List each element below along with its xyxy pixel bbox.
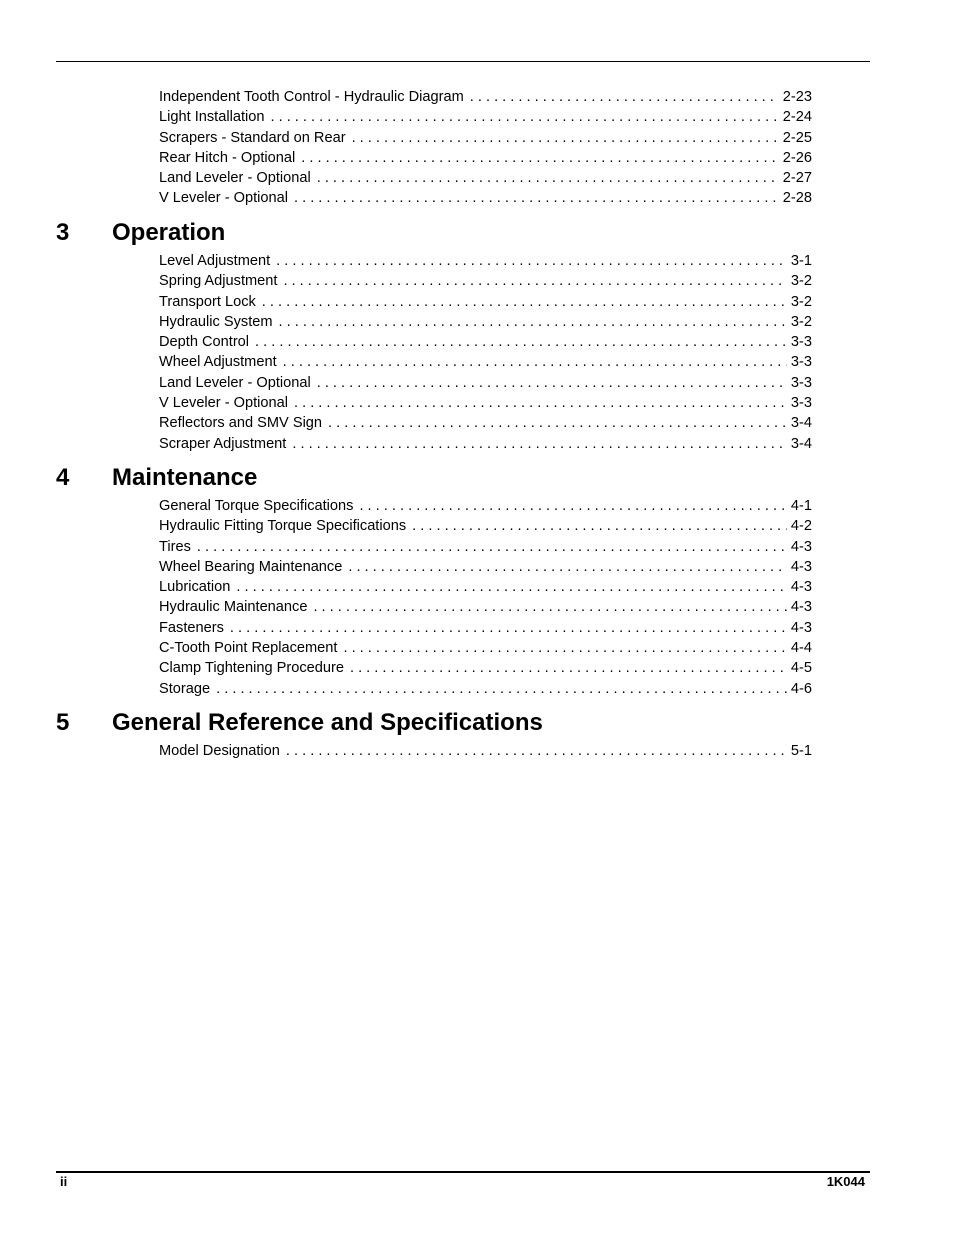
toc-entry-page: 3-2 <box>790 313 812 330</box>
dot-leader <box>276 251 787 271</box>
chapter-number: 3 <box>56 219 70 246</box>
dot-leader <box>286 741 787 761</box>
toc-entry-title: Hydraulic Maintenance <box>159 599 308 616</box>
dot-leader <box>279 312 787 332</box>
toc-section-operation <box>159 251 812 454</box>
toc-entry-page: 3-2 <box>790 293 812 310</box>
dot-leader <box>343 638 786 658</box>
dot-leader <box>292 434 787 454</box>
toc-entry-page: 3-4 <box>790 415 812 432</box>
toc-entry-page: 4-3 <box>790 558 812 575</box>
toc-entry-page: 4-2 <box>790 518 812 535</box>
toc-entry-page: 3-3 <box>790 374 812 391</box>
toc-entry[interactable] <box>159 638 812 658</box>
toc-entry[interactable] <box>159 312 812 332</box>
toc-entry-page: 2-23 <box>782 89 812 105</box>
dot-leader <box>283 352 787 372</box>
toc-entry[interactable] <box>159 496 812 516</box>
toc-entry-title: Spring Adjustment <box>159 273 278 290</box>
toc-entry[interactable] <box>159 292 812 312</box>
toc-entry-title: Reflectors and SMV Sign <box>159 415 323 432</box>
toc-entry-title: V Leveler - Optional <box>159 190 288 207</box>
dot-leader <box>230 618 787 638</box>
toc-entry-title: Independent Tooth Control - Hydraulic Diagram <box>159 89 464 105</box>
footer-page-number: ii <box>60 1174 68 1189</box>
dot-leader <box>197 537 787 557</box>
toc-entry-page: 3-3 <box>790 334 812 351</box>
toc-entry-title: Lubrication <box>159 579 231 596</box>
dot-leader <box>270 107 778 127</box>
toc-entry-page: 4-4 <box>790 640 812 657</box>
dot-leader <box>262 292 787 312</box>
toc-entry-title: Wheel Adjustment <box>159 354 277 371</box>
toc-entry-title: Scrapers - Standard on Rear <box>159 129 346 146</box>
dot-leader <box>313 597 786 617</box>
toc-entry-title: C-Tooth Point Replacement <box>159 640 338 657</box>
toc-entry-page: 4-6 <box>790 680 812 697</box>
toc-entry[interactable] <box>159 373 812 393</box>
dot-leader <box>352 128 779 148</box>
toc-section-general-reference <box>159 741 812 761</box>
dot-leader <box>470 87 779 107</box>
toc-entry[interactable] <box>159 271 812 291</box>
toc-entry-title: Rear Hitch - Optional <box>159 149 296 166</box>
toc-section-maintenance <box>159 496 812 699</box>
toc-entry[interactable] <box>159 577 812 597</box>
toc-entry-title: Fasteners <box>159 619 224 636</box>
toc-entry[interactable] <box>159 128 812 148</box>
toc-entry[interactable] <box>159 107 812 127</box>
toc-entry-page: 2-25 <box>782 129 812 146</box>
dot-leader <box>317 168 779 188</box>
toc-entry-page: 4-3 <box>790 538 812 555</box>
toc-entry-title: Tires <box>159 538 191 555</box>
toc-entry-page: 3-4 <box>790 435 812 452</box>
toc-entry-page: 2-28 <box>782 190 812 207</box>
dot-leader <box>317 373 787 393</box>
dot-leader <box>216 679 787 699</box>
toc-section-continued <box>159 87 812 209</box>
toc-entry[interactable] <box>159 658 812 678</box>
toc-entry-page: 2-26 <box>782 149 812 166</box>
header-rule <box>56 61 870 62</box>
toc-entry-page: 2-24 <box>782 109 812 126</box>
chapter-title: Maintenance <box>112 464 258 491</box>
dot-leader <box>283 271 786 291</box>
toc-entry-page: 4-3 <box>790 619 812 636</box>
toc-entry-page: 3-3 <box>790 354 812 371</box>
chapter-heading-maintenance[interactable] <box>56 463 856 493</box>
toc-entry-page: 3-1 <box>790 253 812 269</box>
toc-entry-title: Land Leveler - Optional <box>159 374 311 391</box>
toc-entry[interactable] <box>159 537 812 557</box>
toc-entry-title: Storage <box>159 680 211 697</box>
toc-entry[interactable] <box>159 413 812 433</box>
toc-entry-title: Hydraulic System <box>159 313 273 330</box>
toc-entry-page: 4-3 <box>790 579 812 596</box>
toc-entry[interactable] <box>159 679 812 699</box>
toc-entry-title: General Torque Specifications <box>159 498 354 514</box>
chapter-heading-operation[interactable] <box>56 218 856 248</box>
dot-leader <box>359 496 786 516</box>
chapter-title: General Reference and Specifications <box>112 709 543 736</box>
footer-rule <box>56 1171 870 1173</box>
toc-entry-page: 4-1 <box>790 498 812 514</box>
footer-doc-id: 1K044 <box>826 1174 865 1189</box>
chapter-heading-general-reference[interactable] <box>56 708 856 738</box>
toc-entry-title: Light Installation <box>159 109 265 126</box>
toc-entry[interactable] <box>159 332 812 352</box>
toc-entry[interactable] <box>159 557 812 577</box>
dot-leader <box>301 148 779 168</box>
toc-entry-page: 3-2 <box>790 273 812 290</box>
toc-entry-page: 2-27 <box>782 170 812 187</box>
toc-entry-title: Land Leveler - Optional <box>159 170 311 187</box>
toc-entry[interactable] <box>159 352 812 372</box>
dot-leader <box>255 332 787 352</box>
toc-entry[interactable] <box>159 597 812 617</box>
toc-entry[interactable] <box>159 188 812 208</box>
chapter-title: Operation <box>112 219 226 246</box>
toc-entry-page: 4-3 <box>790 599 812 616</box>
toc-entry[interactable] <box>159 87 812 107</box>
toc-entry-title: Depth Control <box>159 334 250 351</box>
toc-entry[interactable] <box>159 618 812 638</box>
chapter-number: 4 <box>56 464 70 491</box>
toc-entry[interactable] <box>159 516 812 536</box>
toc-entry[interactable] <box>159 168 812 188</box>
toc-entry-title: Model Designation <box>159 743 280 759</box>
dot-leader <box>236 577 787 597</box>
toc-entry-title: Transport Lock <box>159 293 256 310</box>
dot-leader <box>412 516 787 536</box>
toc-entry-title: Scraper Adjustment <box>159 435 287 452</box>
dot-leader <box>294 393 787 413</box>
dot-leader <box>350 658 787 678</box>
toc-entry-title: V Leveler - Optional <box>159 395 288 412</box>
dot-leader <box>294 188 779 208</box>
chapter-number: 5 <box>56 709 70 736</box>
toc-entry[interactable] <box>159 434 812 454</box>
toc-entry-page: 5-1 <box>790 743 812 759</box>
toc-entry[interactable] <box>159 741 812 761</box>
toc-entry-page: 4-5 <box>790 660 812 677</box>
toc-entry-title: Level Adjustment <box>159 253 271 269</box>
toc-entry-title: Wheel Bearing Maintenance <box>159 558 343 575</box>
toc-entry-title: Hydraulic Fitting Torque Specifications <box>159 518 407 535</box>
toc-entry-title: Clamp Tightening Procedure <box>159 660 344 677</box>
toc-entry[interactable] <box>159 251 812 271</box>
dot-leader <box>348 557 787 577</box>
toc-entry[interactable] <box>159 148 812 168</box>
toc-entry[interactable] <box>159 393 812 413</box>
toc-entry-page: 3-3 <box>790 395 812 412</box>
dot-leader <box>328 413 787 433</box>
